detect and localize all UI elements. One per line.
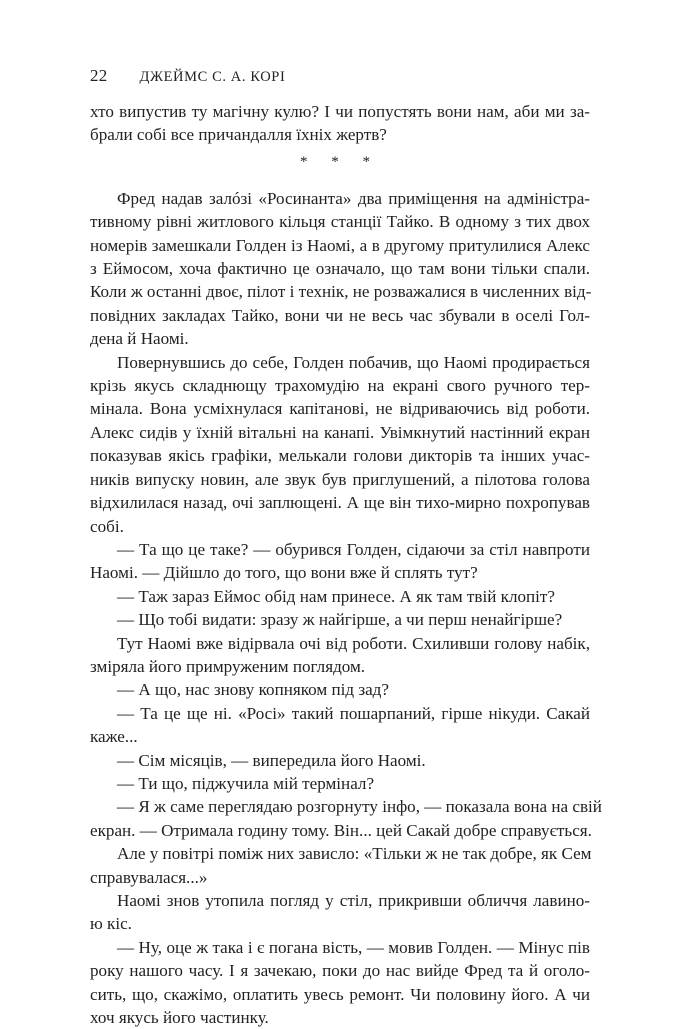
text-line: ників випуску новин, але звук був приглушений, а пілотова голова xyxy=(90,469,590,489)
text-line: справувалася...» xyxy=(90,867,208,887)
text-line: Наомі знов утопила погляд у стіл, прикривши обличчя лавино- xyxy=(117,891,590,910)
text-line: — Та це ще ні. «Росі» такий пошарпаний, гірше нікуди. Сакай xyxy=(117,703,590,723)
running-header xyxy=(90,66,285,86)
text-line: собі. xyxy=(90,516,124,536)
text-line: каже... xyxy=(90,727,138,747)
text-line: року нашого часу. І я зачекаю, поки до нас вийде Фред та й оголо- xyxy=(90,961,590,981)
text-line: ю кіс. xyxy=(90,914,132,934)
text-line: показував якісь графіки, мелькали голови дикторів та інших учас- xyxy=(90,446,590,466)
text-line: — Ти що, піджучила мій термінал? xyxy=(117,773,375,793)
running-header-author: ДЖЕЙМС С. А. КОРІ xyxy=(139,69,286,85)
text-line: повідних закладах Тайко, вони чи не весь час збували в оселі Гол- xyxy=(90,305,590,325)
text-line: — Я ж саме переглядаю розгорнуту інфо, — показала вона на свій xyxy=(117,797,602,817)
text-line: хто випустив ту магічну кулю? І чи попустять вони нам, аби ми за- xyxy=(90,102,590,121)
text-line: — Сім місяців, — випередила його Наомі. xyxy=(117,750,426,770)
text-line: — Що тобі видати: зразу ж найгірше, а чи перш ненайгірше? xyxy=(117,610,563,630)
text-line: Фред надав залóзі «Росинанта» два приміщення на адміністра- xyxy=(117,188,590,208)
text-line: екран. — Отримала годину тому. Він... цей Сакай добре справується. xyxy=(90,820,592,840)
text-line: — Таж зараз Еймос обід нам принесе. А як там твій клопіт? xyxy=(117,586,555,606)
text-line: відхилилася назад, очі заплющені. А ще він тихо-мирно похропував xyxy=(90,493,590,513)
text-line: з Еймосом, хоча фактично це означало, що там вони тільки спали. xyxy=(90,259,590,279)
section-separator: * * * xyxy=(300,153,380,170)
text-line: номерів замешкали Голден із Наомі, а в другому притулилися Алекс xyxy=(90,235,590,255)
text-line: хоч якусь його частинку. xyxy=(90,1008,269,1028)
text-line: мінала. Вона усміхнулася капітанові, не відриваючись від роботи. xyxy=(90,399,590,419)
text-line: дена й Наомі. xyxy=(90,329,189,349)
text-line: сить, що, скажімо, оплатить увесь ремонт. Чи половину його. А чи xyxy=(90,984,590,1004)
text-line: Коли ж останні двоє, пілот і технік, не розважалися в численних від- xyxy=(90,282,592,302)
text-line: — А що, нас знову копняком під зад? xyxy=(117,680,389,700)
page-number: 22 xyxy=(90,66,108,85)
text-line: Повернувшись до себе, Голден побачив, що Наомі продирається xyxy=(117,352,590,372)
text-line: Наомі. — Дійшло до того, що вони вже й сплять тут? xyxy=(90,563,478,583)
text-line: брали собі все причандалля їхніх жертв? xyxy=(90,125,387,145)
body-text xyxy=(90,100,602,1029)
text-line: — Ну, оце ж така і є погана вість, — мовив Голден. — Мінус пів xyxy=(117,937,590,957)
text-line: — Та що це таке? — обурився Голден, сідаючи за стіл навпроти xyxy=(117,539,590,559)
text-line: Але у повітрі поміж них зависло: «Тільки ж не так добре, як Сем xyxy=(117,844,592,864)
text-line: тивному рівні житлового кільця станції Тайко. В одному з тих двох xyxy=(90,212,590,232)
text-line: Алекс сидів у їхній вітальні на канапі. Увімкнутий настінний екран xyxy=(90,422,590,442)
text-line: крізь якусь складнющу трахомудію на екрані свого ручного тер- xyxy=(90,376,590,396)
text-line: Тут Наомі вже відірвала очі від роботи. Схиливши голову набік, xyxy=(117,633,590,653)
text-line: зміряла його примруженим поглядом. xyxy=(90,656,366,676)
